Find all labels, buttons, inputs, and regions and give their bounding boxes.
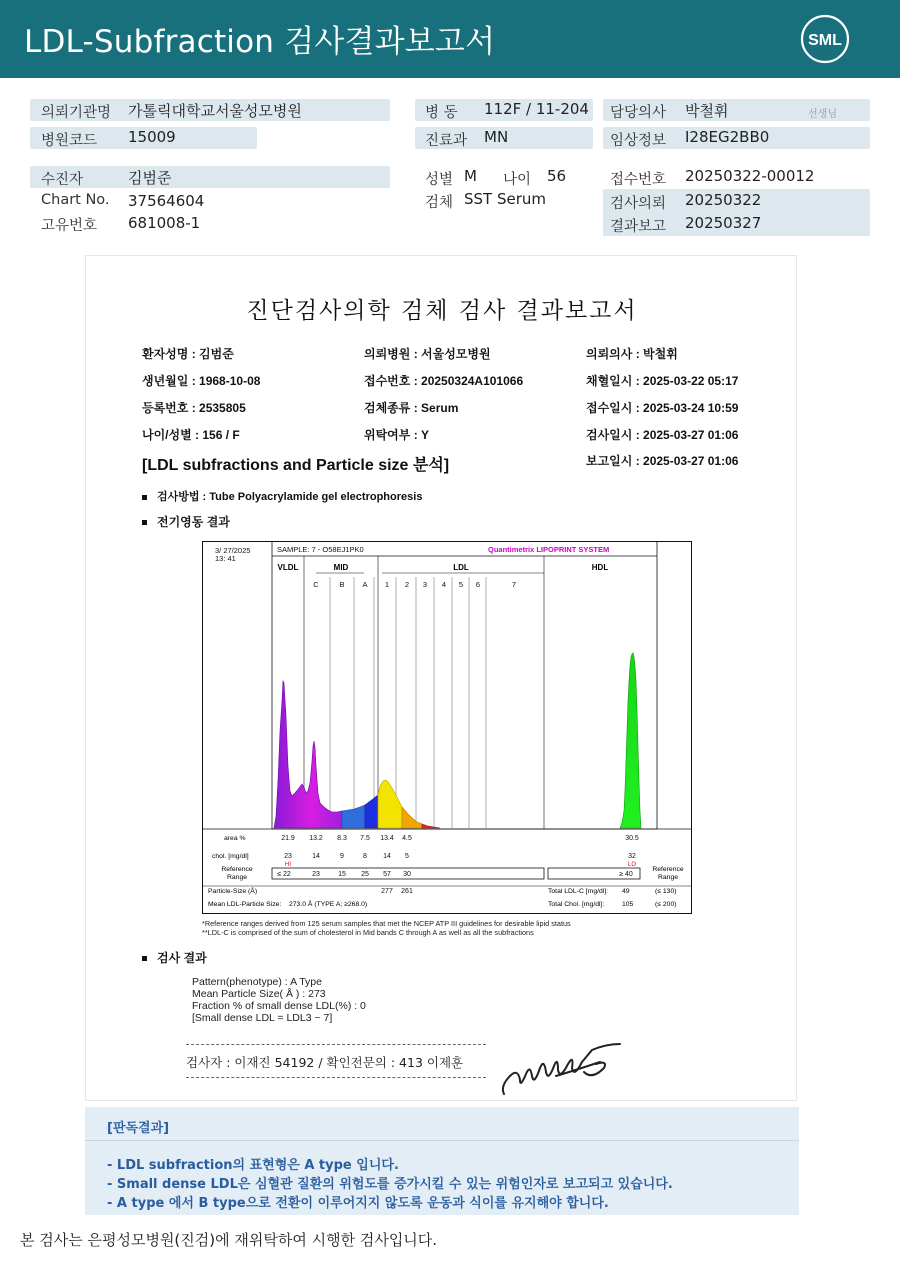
embedded-lab-report (85, 255, 797, 1101)
chart-frame (203, 542, 692, 914)
group-label-ldl: LDL (453, 563, 469, 572)
band-label: C (313, 580, 319, 589)
flag-hi: HI (285, 862, 291, 868)
doctor-suffix: 선생님 (808, 109, 837, 120)
info-bar-patient (30, 166, 390, 188)
report-value: 20250327 (685, 214, 762, 232)
sex-label: 성별 (425, 172, 454, 188)
reference-value: 15 (338, 871, 346, 878)
doctor-label: 담당의사 (610, 105, 667, 121)
doc-field-birth: 생년월일 : 1968-10-08 (142, 374, 261, 388)
receipt-value: 20250322-00012 (685, 167, 815, 185)
band-label: B (339, 580, 345, 589)
note-1: *Reference ranges derived from 125 serum samples that met the NCEP ATP III guidelines for desirable lipid status (202, 919, 571, 928)
total-ldl-value: 49 (622, 888, 630, 895)
chart-title: Quantimetrix LIPOPRINT SYSTEM (488, 545, 610, 554)
footer-note: 본 검사는 은평성모병원(진검)에 재위탁하여 시행한 검사입니다. (20, 1231, 438, 1249)
ref-label-right-2: Range (657, 874, 679, 881)
reference-value: ≥ 40 (619, 871, 633, 878)
reference-value: ≤ 22 (277, 871, 291, 878)
method-text: 검사방법 : Tube Polyacrylamide gel electrophoresis (157, 491, 423, 503)
total-chol-label: Total Chol. [mg/dl]: (548, 901, 605, 908)
interpretation-header (85, 1107, 799, 1141)
section-title: [LDL subfractions and Particle size 분석] (142, 457, 450, 474)
ward-label: 병 동 (425, 105, 458, 121)
bullet-icon (142, 956, 147, 961)
area-percent-value: 21.9 (281, 835, 295, 842)
dept-value: MN (484, 128, 509, 146)
electro-title-text: 전기영동 결과 (157, 515, 230, 529)
specimen-value: SST Serum (464, 190, 547, 208)
group-label-mid: MID (333, 563, 349, 572)
doc-field-tested: 검사일시 : 2025-03-27 01:06 (586, 428, 739, 442)
chol-value: 14 (383, 853, 391, 860)
area-percent-value: 13.4 (380, 835, 394, 842)
doc-field-specimen: 검체종류 : Serum (364, 401, 459, 415)
particle-size-value: 277 (381, 888, 393, 895)
interpretation-line-2: - Small dense LDL은 심혈관 질환의 위험도를 증가시킬 수 있는 위험인자로 보고되고 있습니다. (107, 1177, 673, 1192)
electro-title (142, 513, 230, 530)
report-label: 결과보고 (610, 219, 667, 235)
reference-value: 25 (361, 871, 369, 878)
result-lines (192, 976, 366, 1024)
total-ldl-label: Total LDL-C [mg/dl]: (548, 888, 609, 895)
doc-field-receipt: 접수번호 : 20250324A101066 (364, 374, 524, 388)
flag-lo: LO (627, 862, 637, 868)
chol-value: 32 (628, 853, 636, 860)
chol-value: 8 (363, 853, 367, 860)
reference-value: 23 (312, 871, 320, 878)
note-2: **LDL-C is comprised of the sum of cholesterol in Mid bands C through A as well as all the subfractions (202, 928, 534, 937)
reference-value: 57 (383, 871, 391, 878)
report-header (0, 0, 900, 78)
band-label: 2 (404, 580, 410, 589)
inspector-line: 검사자 : 이재진 54192 / 확인전문의 : 413 이제훈 (186, 1055, 464, 1070)
area-percent-value: 4.5 (402, 835, 412, 842)
age-value: 56 (547, 167, 567, 185)
interpretation-line-3: - A type 에서 B type으로 전환이 이루어지지 않도록 운동과 식이를 유지해야 합니다. (107, 1196, 609, 1211)
total-ldl-ref: (≤ 130) (655, 888, 677, 895)
doc-field-reg: 등록번호 : 2535805 (142, 401, 246, 415)
request-label: 검사의뢰 (610, 196, 667, 212)
band-label: 7 (511, 580, 517, 589)
result-fraction: Fraction % of small dense LDL(%) : 0 (192, 1000, 366, 1012)
row-label-area: area % (224, 835, 246, 842)
doc-field-received: 접수일시 : 2025-03-24 10:59 (586, 401, 739, 415)
interpretation-panel (85, 1107, 799, 1215)
band-label: 3 (422, 580, 428, 589)
chart-notes (202, 919, 571, 937)
doc-field-outsource: 위탁여부 : Y (364, 428, 430, 442)
chol-value: 9 (340, 853, 344, 860)
sml-logo (800, 14, 850, 64)
row-label-ref-2: Range (226, 874, 248, 881)
hospital-code-label: 병원코드 (41, 133, 98, 149)
doc-title: 진단검사의학 검체 검사 결과보고서 (246, 298, 638, 324)
doc-field-draw: 채혈일시 : 2025-03-22 05:17 (586, 374, 739, 388)
area-percent-value: 8.3 (337, 835, 347, 842)
total-chol-ref: (≤ 200) (655, 901, 677, 908)
ref-label-right-1: Reference (652, 866, 684, 873)
receipt-label: 접수번호 (610, 172, 667, 188)
report-title: LDL-Subfraction 검사결과보고서 (24, 24, 496, 60)
band-label: 5 (458, 580, 464, 589)
row-label-size: Particle-Size (Å) (208, 888, 258, 895)
hospital-code-value: 15009 (128, 128, 176, 146)
divider-bottom (186, 1077, 486, 1078)
row-label-chol: chol. [mg/dl] (212, 853, 249, 860)
chart-no-label: Chart No. (41, 192, 110, 208)
band-label: A (362, 580, 368, 589)
bullet-icon (142, 495, 147, 500)
lipoprint-chart (202, 541, 692, 914)
doctor-value: 박철휘 (685, 102, 729, 120)
result-definition: [Small dense LDL = LDL3 ~ 7] (192, 1012, 333, 1024)
bullet-icon (142, 520, 147, 525)
result-title-text: 검사 결과 (157, 951, 207, 965)
sex-value: M (464, 167, 477, 185)
institution-value: 가톨릭대학교서울성모병원 (128, 102, 302, 120)
band-label: 4 (441, 580, 447, 589)
unique-value: 681008-1 (128, 214, 201, 232)
area-percent-value: 30.5 (625, 835, 639, 842)
particle-size-value: 261 (401, 888, 413, 895)
result-title (142, 949, 207, 966)
chart-no-value: 37564604 (128, 192, 205, 210)
reference-value: 30 (403, 871, 411, 878)
row-label-ref-1: Reference (221, 866, 253, 873)
group-label-vldl: VLDL (277, 563, 299, 572)
doc-field-reported: 보고일시 : 2025-03-27 01:06 (586, 454, 739, 468)
interpretation-line-1: - LDL subfraction의 표현형은 A type 입니다. (107, 1158, 399, 1173)
divider-top (186, 1044, 486, 1045)
ward-value: 112F / 11-204 (484, 100, 589, 118)
chol-value: 5 (405, 853, 409, 860)
method-line (142, 488, 422, 504)
institution-label: 의뢰기관명 (41, 105, 112, 121)
patient-label: 수진자 (41, 172, 84, 188)
doc-field-hospital: 의뢰병원 : 서울성모병원 (364, 347, 491, 361)
unique-label: 고유번호 (41, 218, 98, 234)
area-percent-value: 7.5 (360, 835, 370, 842)
chol-value: 14 (312, 853, 320, 860)
result-pattern: Pattern(phenotype) : A Type (192, 976, 322, 988)
signature-image (496, 1036, 626, 1100)
band-label: 1 (384, 580, 390, 589)
doc-field-doctor: 의뢰의사 : 박철휘 (586, 347, 678, 361)
clinical-value: I28EG2BB0 (685, 128, 770, 146)
mean-particle-size: 273.0 Å (TYPE A; ≥268.0) (289, 901, 368, 908)
interpretation-title: [판독결과] (107, 1121, 170, 1136)
clinical-label: 임상정보 (610, 133, 667, 149)
chart-time: 13: 41 (215, 554, 236, 563)
doc-field-patient: 환자성명 : 김범준 (142, 347, 234, 361)
chart-date: 3/ 27/2025 (215, 546, 251, 555)
patient-value: 김범준 (128, 169, 172, 187)
total-chol-value: 105 (622, 901, 634, 908)
row-label-mean: Mean LDL-Particle Size: (208, 901, 282, 908)
area-percent-value: 13.2 (309, 835, 323, 842)
specimen-label: 검체 (425, 195, 454, 211)
band-label: 6 (475, 580, 481, 589)
chol-value: 23 (284, 853, 292, 860)
result-mean-size: Mean Particle Size( Å ) : 273 (192, 988, 326, 1000)
doc-field-age: 나이/성별 : 156 / F (142, 428, 240, 442)
dept-label: 진료과 (425, 133, 468, 149)
logo-text: SML (808, 32, 842, 49)
chart-sample: SAMPLE: 7 - O58EJ1PK0 (277, 545, 364, 554)
request-value: 20250322 (685, 191, 762, 209)
group-label-hdl: HDL (591, 563, 609, 572)
age-label: 나이 (503, 172, 532, 188)
